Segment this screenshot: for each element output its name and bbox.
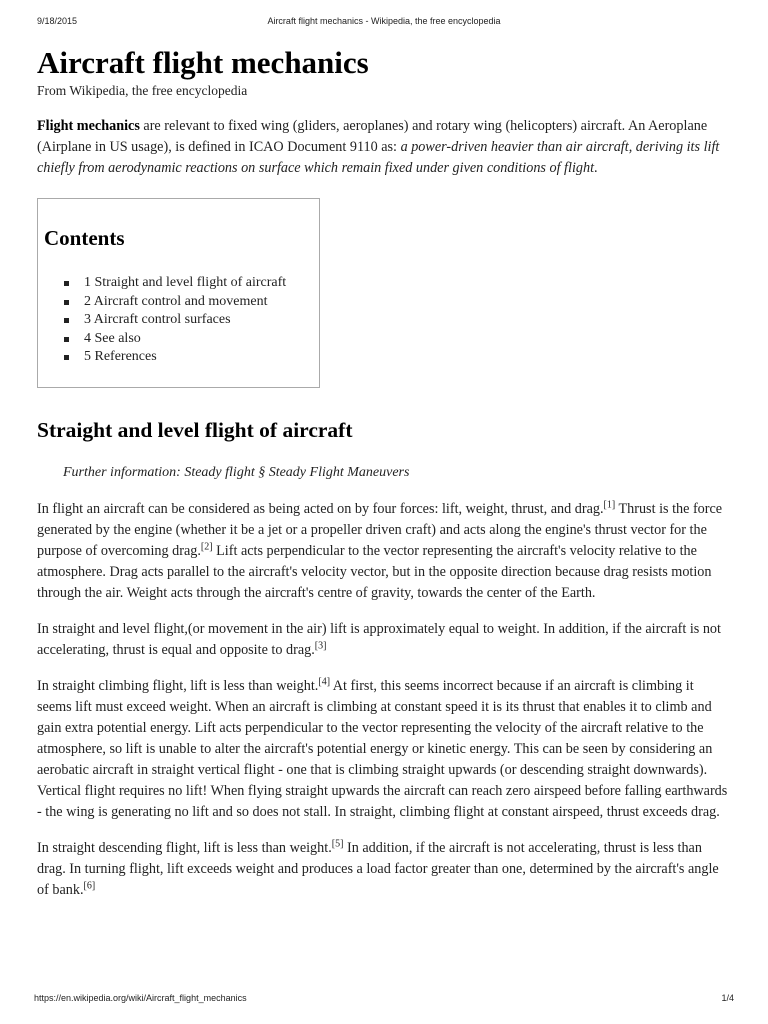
toc-item-label: 1 Straight and level flight of aircraft — [84, 275, 287, 290]
paragraph-text: In flight an aircraft can be considered as being acted on by four forces: lift, weight, thrust, and drag. — [37, 501, 604, 517]
toc-item-straight-level-flight[interactable] — [64, 274, 286, 293]
intro-text-end: . — [594, 160, 598, 176]
article-content — [37, 44, 731, 901]
toc-item-aircraft-control[interactable] — [64, 293, 286, 312]
print-url: https://en.wikipedia.org/wiki/Aircraft_flight_mechanics — [34, 993, 247, 1003]
level-flight-paragraph — [37, 619, 731, 661]
bullet-icon — [64, 337, 69, 342]
print-footer — [34, 993, 734, 1007]
toc-item-label: 4 See also — [84, 330, 141, 346]
citation-4[interactable]: [4] — [318, 676, 331, 688]
section-heading: Straight and level flight of aircraft — [37, 418, 353, 442]
toc-item-label: 3 Aircraft control surfaces — [84, 312, 231, 327]
bullet-icon — [64, 300, 69, 305]
paragraph-text: At first, this seems incorrect because if an aircraft is climbing it seems lift must exceed weight. When an aircraft is climbing at constant speed it is its thrust that enables it to climb and gain extra potential energy. Lift acts perpendicular to the vector representing the velocity of the aircraft relative to the atmosphere, so lift is unable to alter the aircraft's potential energy or kinetic energy. This can be seen by considering an aerobatic aircraft in straight vertical flight - one that is climbing straight upwards (or descending straight downwards). Vertical flight requires no lift! When flying straight upwards the aircraft can reach zero airspeed before falling earthwards - the wing is generating no lift and so does not stall. In straight, climbing flight at constant airspeed, thrust exceeds drag. — [37, 678, 728, 820]
paragraph-text: In straight and level flight,(or movement in the air) lift is approximately equal to weight. In addition, if the aircraft is not accelerating, thrust is equal and opposite to drag. — [37, 621, 721, 658]
further-information-hatnote[interactable]: Further information: Steady flight § Steady Flight Maneuvers — [63, 465, 410, 480]
paragraph-text: In addition, if the aircraft is not accelerating, thrust is less than drag. In turning flight, lift exceeds weight and produces a load factor greater than one, determined by the aircraft's angle of bank. — [37, 840, 719, 898]
table-of-contents — [37, 198, 320, 388]
citation-3[interactable]: [3] — [314, 640, 327, 652]
citation-2[interactable]: [2] — [200, 541, 213, 553]
climbing-flight-paragraph — [37, 676, 731, 823]
site-tagline: From Wikipedia, the free encyclopedia — [37, 83, 248, 98]
print-header — [37, 16, 731, 30]
print-date: 9/18/2015 — [37, 16, 78, 26]
citation-1[interactable]: [1] — [603, 499, 616, 511]
paragraph-text: Lift acts perpendicular to the vector representing the aircraft's velocity relative to the atmosphere. Drag acts parallel to the aircraft's velocity vector, but in the opposite direction because drag resists motion through the air. Weight acts through the aircraft's centre of gravity, towards the center of the Earth. — [37, 543, 712, 601]
page-title: Aircraft flight mechanics — [37, 45, 369, 80]
paragraph-text: In straight climbing flight, lift is less than weight. — [37, 678, 319, 694]
page-number: 1/4 — [721, 993, 734, 1003]
toc-item-references[interactable] — [64, 348, 286, 367]
print-document-title: Aircraft flight mechanics - Wikipedia, the free encyclopedia — [267, 16, 501, 26]
citation-5[interactable]: [5] — [331, 838, 344, 850]
intro-bold-term: Flight mechanics — [37, 118, 140, 134]
toc-list — [64, 274, 286, 367]
citation-6[interactable]: [6] — [83, 880, 96, 892]
bullet-icon — [64, 318, 69, 323]
paragraph-text: Thrust is the force generated by the engine (whether it be a jet or a propeller driven craft) and acts along the engine's thrust vector for the purpose of overcoming drag. — [37, 501, 723, 559]
toc-title: Contents — [44, 226, 125, 250]
toc-item-label: 2 Aircraft control and movement — [84, 293, 268, 309]
intro-text: are relevant to fixed wing (gliders, aeroplanes) and rotary wing (helicopters) aircraft. An Aeroplane (Airplane in US usage), is defined in ICAO Document 9110 as: — [37, 118, 708, 155]
paragraph-text: In straight descending flight, lift is less than weight. — [37, 840, 332, 856]
toc-item-label: 5 References — [84, 349, 157, 364]
four-forces-paragraph — [37, 499, 731, 604]
bullet-icon — [64, 281, 69, 286]
descending-flight-paragraph — [37, 838, 731, 901]
toc-item-see-also[interactable] — [64, 330, 286, 349]
intro-paragraph — [37, 116, 731, 179]
intro-definition-quote: a power-driven heavier than air aircraft, deriving its lift chiefly from aerodynamic reactions on surface which remain fixed under given conditions of flight — [37, 139, 720, 176]
bullet-icon — [64, 355, 69, 360]
toc-item-control-surfaces[interactable] — [64, 311, 286, 330]
